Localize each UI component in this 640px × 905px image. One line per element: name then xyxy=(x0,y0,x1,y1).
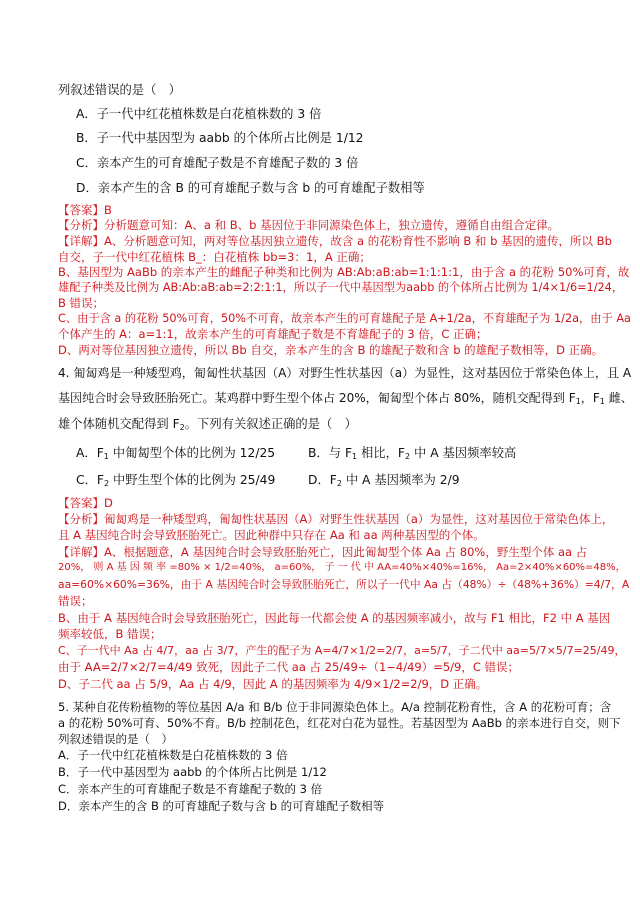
q4-option-d: D．$F_2$ 中 A 基因频率为 2/9 xyxy=(308,473,460,488)
q4-detail-line: 由于 AA=2/7×2/7=4/49 致死，因此子二代 aa 占 25/49÷（1−4/49）=5/9，C 错误； xyxy=(58,660,520,674)
q4-analysis-line: 【分析】匍匐鸡是一种矮型鸡，匍匐性状基因（A）对野生性状基因（a）为显性，这对基因位于常染色体上， xyxy=(58,512,614,526)
q5-option-a: A．子一代中红花植株数是白花植株数的 3 倍 xyxy=(58,748,288,762)
q4-stem-line: 雄个体随机交配得到 $F_2$。下列有关叙述正确的是（ ） xyxy=(58,417,357,432)
q4-detail-line: 【详解】A、根据题意，A 基因纯合时会导致胚胎死亡，因此匍匐型个体 Aa 占 80%，野生型个体 aa 占 xyxy=(58,545,588,559)
q4-detail-line: C、子一代中 Aa 占 4/7，aa 占 3/7，产生的配子为 A=4/7×1/2=2/7，a=5/7，子二代中 aa=5/7×5/7=25/49， xyxy=(58,644,626,657)
q3-intro: 列叙述错误的是（ ） xyxy=(58,83,181,97)
q3-detail-line: B 错误； xyxy=(58,296,105,310)
q4-detail-line: D、子二代 aa 占 5/9，Aa 占 4/9，因此 A 的基因频率为 4/9×1/2=2/9，D 正确。 xyxy=(58,677,488,691)
q3-detail-line: 【详解】A、分析题意可知，两对等位基因独立遗传，故含 a 的花粉育性不影响 B 和 b 基因的遗传，所以 Bb xyxy=(58,234,612,248)
q4-detail-line: aa=60%×60%=36%，由于 A 基因纯合时会导致胚胎死亡，所以子一代中 Aa 占（48%）÷（48%+36%）=4/7，A xyxy=(58,578,630,591)
q4-option-c: C．$F_2$ 中野生型个体的比例为 25/49 xyxy=(76,473,276,488)
q3-detail-line: 个体产生的 A：a=1:1，故亲本产生的可育雄配子数是不育雄配子的 3 倍，C 正确； xyxy=(58,327,488,341)
q4-detail-line: 频率较低，B 错误； xyxy=(58,627,162,641)
q4-detail-line: B、由于 A 基因纯合时会导致胚胎死亡，因此每一代都会使 A 的基因频率减小，故与 F1 相比，F2 中 A 基因 xyxy=(58,611,611,625)
q3-detail-line: C、由于含 a 的花粉 50%可育，50%不可育，故亲本产生的可育雄配子是 A+1/2a，不育雄配子为 1/2a，由于 Aa xyxy=(58,312,631,325)
q5-stem-line: 列叙述错误的是（ ） xyxy=(58,732,173,746)
q5-option-c: C．亲本产生的可育雄配子数是不育雄配子数的 3 倍 xyxy=(58,782,323,796)
q4-stem-line: 4. 匍匐鸡是一种矮型鸡，匍匐性状基因（A）对野生性状基因（a）为显性，这对基因位于常染色体上，且 A xyxy=(58,366,632,380)
q3-detail-line: 雄配子种类及比例为 AB:Ab:aB:ab=2:2:1:1，所以子一代中基因型为aabb 的个体所占比例为 1/4×1/6=1/24， xyxy=(58,281,624,294)
q3-detail-line: 自交，子一代中红花植株 B_：白花植株 bb=3：1，A 正确； xyxy=(58,250,371,264)
q5-option-b: B．子一代中基因型为 aabb 的个体所占比例是 1/12 xyxy=(58,765,327,779)
q3-option-c: C．亲本产生的可育雄配子数是不育雄配子数的 3 倍 xyxy=(76,156,359,170)
q3-analysis: 【分析】分析题意可知：A、a 和 B、b 基因位于非同源染色体上，独立遗传，遵循自由组合定律。 xyxy=(58,218,560,232)
q3-option-b: B．子一代中基因型为 aabb 的个体所占比例是 1/12 xyxy=(76,131,364,145)
q5-stem-line: 5. 某种自花传粉植物的等位基因 A/a 和 B/b 位于非同源染色体上。A/a 控制花粉育性，含 A 的花粉可育；含 xyxy=(58,700,612,714)
q4-answer: 【答案】D xyxy=(58,496,113,510)
q4-option-b: B．与 $F_1$ 相比，$F_2$ 中 A 基因频率较高 xyxy=(308,446,517,461)
q3-detail-line: D、两对等位基因独立遗传，所以 Bb 自交，亲本产生的含 B 的雄配子数和含 b 的雄配子数相等，D 正确。 xyxy=(58,343,604,357)
q3-option-d: D．亲本产生的含 B 的可育雄配子数与含 b 的可育雄配子数相等 xyxy=(76,181,425,195)
q4-option-a: A．$F_1$ 中匍匐型个体的比例为 12/25 xyxy=(76,446,276,461)
q4-detail-line: 错误； xyxy=(58,594,93,608)
q5-stem-line: a 的花粉 50%可育、50%不育。B/b 控制花色，红花对白花为显性。若基因型为 AaBb 的亲本进行自交，则下 xyxy=(58,716,621,730)
q3-detail-line: B、基因型为 AaBb 的亲本产生的雌配子种类和比例为 AB:Ab:aB:ab=1:1:1:1，由于含 a 的花粉 50%可育，故 xyxy=(58,265,630,279)
q5-option-d: D．亲本产生的含 B 的可育雄配子数与含 b 的可育雄配子数相等 xyxy=(58,799,385,813)
q4-analysis-line: 且 A 基因纯合时会导致胚胎死亡。因此种群中只存在 Aa 和 aa 两种基因型的个体。 xyxy=(58,528,485,542)
q4-detail-line: 20%， 则 A 基 因 频 率 =80% × 1/2=40%， a=60%， 子 一 代 中 AA=40%×40%=16%， Aa=2×40%×60%=48%， xyxy=(58,562,626,573)
q3-answer: 【答案】B xyxy=(58,203,112,217)
q3-option-a: A．子一代中红花植株数是白花植株数的 3 倍 xyxy=(76,107,322,121)
q4-stem-line: 基因纯合时会导致胚胎死亡。某鸡群中野生型个体占 20%，匍匐型个体占 80%，随机交配得到 $F_1$，$F_1$ 雌、 xyxy=(58,391,633,406)
